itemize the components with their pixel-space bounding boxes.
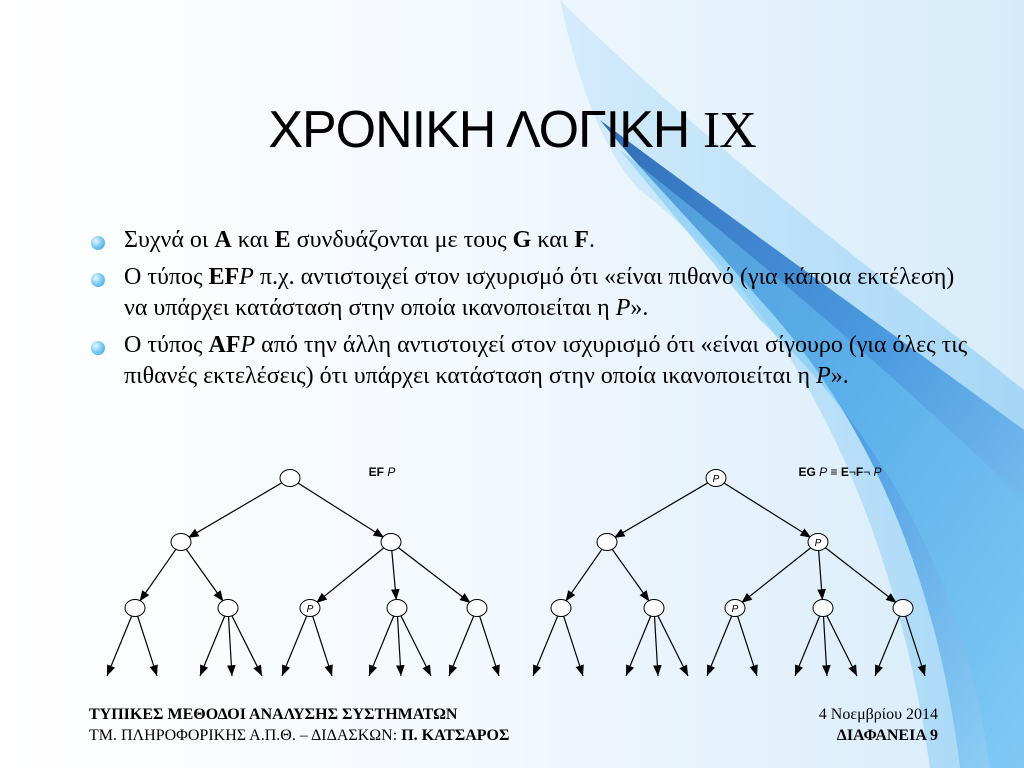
- slide-number: ΔΙΑΦΑΝΕΙΑ 9: [836, 727, 938, 744]
- tree-edge: [626, 615, 651, 676]
- tree-edge: [566, 549, 603, 602]
- tree-state-node: [387, 600, 407, 617]
- tree-edge: [369, 615, 394, 676]
- tree-edge: [282, 615, 307, 676]
- bullet-text: Συχνά οι A και E συνδυάζονται με τους G και F.: [124, 227, 595, 253]
- tree-state-node: [644, 600, 664, 617]
- slide-title-numeral: IX: [702, 102, 756, 159]
- tree-state-label: P: [814, 538, 822, 549]
- tree-edge: [658, 615, 688, 676]
- tree-state-node: [171, 534, 191, 551]
- bullet-text: Ο τύπος AFP από την άλλη αντιστοιχεί στον ισχυρισμό ότι «είναι σίγουρο (για όλες τις πιθανές εκτελέσεις) ότι υπάρχει κατάσταση στην οποία ικανοποιείται η P».: [124, 332, 968, 389]
- tree-edge: [297, 482, 384, 537]
- tree-edge: [397, 547, 470, 603]
- tree-edge: [737, 616, 757, 676]
- tree-edge: [723, 482, 811, 537]
- tree-state-node: [893, 600, 913, 617]
- tree-state-node: [467, 600, 487, 617]
- footer-department: ΤΜ. ΠΛΗΡΟΦΟΡΙΚΗΣ Α.Π.Θ. – ΔΙΔΑΣΚΩΝ:: [89, 727, 402, 744]
- tree-edge: [228, 616, 232, 676]
- tree-edge: [823, 616, 827, 676]
- tree-edge: [188, 482, 283, 538]
- tree-edge: [614, 482, 709, 538]
- tree-state-node: [551, 600, 571, 617]
- footer-info: [819, 704, 938, 746]
- tree-edge: [905, 616, 925, 676]
- tree-state-node: [597, 534, 617, 551]
- slide-title-text: ΧΡΟΝΙΚΗ ΛΟΓΙΚΗ: [268, 101, 690, 159]
- tree-edge: [312, 616, 332, 676]
- footer-instructor: Π. ΚΑΤΣΑΡΟΣ: [401, 727, 510, 744]
- tree-edge: [107, 615, 132, 676]
- tree-edge: [316, 547, 385, 603]
- tree-formula-label: EG P ≡ E¬F¬ P: [798, 465, 882, 479]
- tree-edge: [612, 549, 650, 602]
- footer-course-title: ΤΥΠΙΚΕΣ ΜΕΘΟΔΟΙ ΑΝΑΛΥΣΗΣ ΣΥΣΤΗΜΑΤΩΝ: [89, 706, 458, 723]
- tree-state-node: [381, 534, 401, 551]
- tree-edge: [200, 615, 225, 676]
- tree-edge: [827, 615, 857, 676]
- tree-edge: [875, 615, 900, 676]
- tree-edge: [563, 616, 583, 676]
- tree-edge: [137, 616, 157, 676]
- bullet-text: Ο τύπος EFP π.χ. αντιστοιχεί στον ισχυρισμό ότι «είναι πιθανό (για κάποια εκτέλεση) να υπάρχει κατάσταση στην οποία ικανοποιείται η P».: [124, 264, 955, 321]
- footer-date: 4 Νοεμβρίου 2014: [818, 706, 938, 723]
- tree-edge: [795, 615, 820, 676]
- tree-formula-label: EF P: [368, 465, 396, 479]
- tree-state-node: [218, 600, 238, 617]
- tree-edge: [707, 615, 732, 676]
- tree-edge: [397, 616, 401, 676]
- tree-state-node: [280, 470, 300, 487]
- tree-edge: [533, 615, 558, 676]
- footer-course: [89, 704, 509, 746]
- tree-edge: [186, 549, 224, 602]
- tree-edge: [140, 549, 177, 602]
- tree-state-label: P: [306, 604, 314, 615]
- tree-edge: [232, 615, 262, 676]
- tree-state-label: P: [731, 604, 739, 615]
- tree-edge: [401, 615, 431, 676]
- tree-edge: [654, 616, 658, 676]
- tree-state-node: [813, 600, 833, 617]
- tree-state-label: P: [712, 474, 720, 485]
- tree-edge: [819, 550, 823, 600]
- tree-edge: [392, 550, 397, 600]
- tree-edge: [449, 615, 474, 676]
- tree-edge: [479, 616, 499, 676]
- tree-edge: [824, 547, 896, 603]
- tree-state-node: [125, 600, 145, 617]
- tree-edge: [741, 547, 811, 603]
